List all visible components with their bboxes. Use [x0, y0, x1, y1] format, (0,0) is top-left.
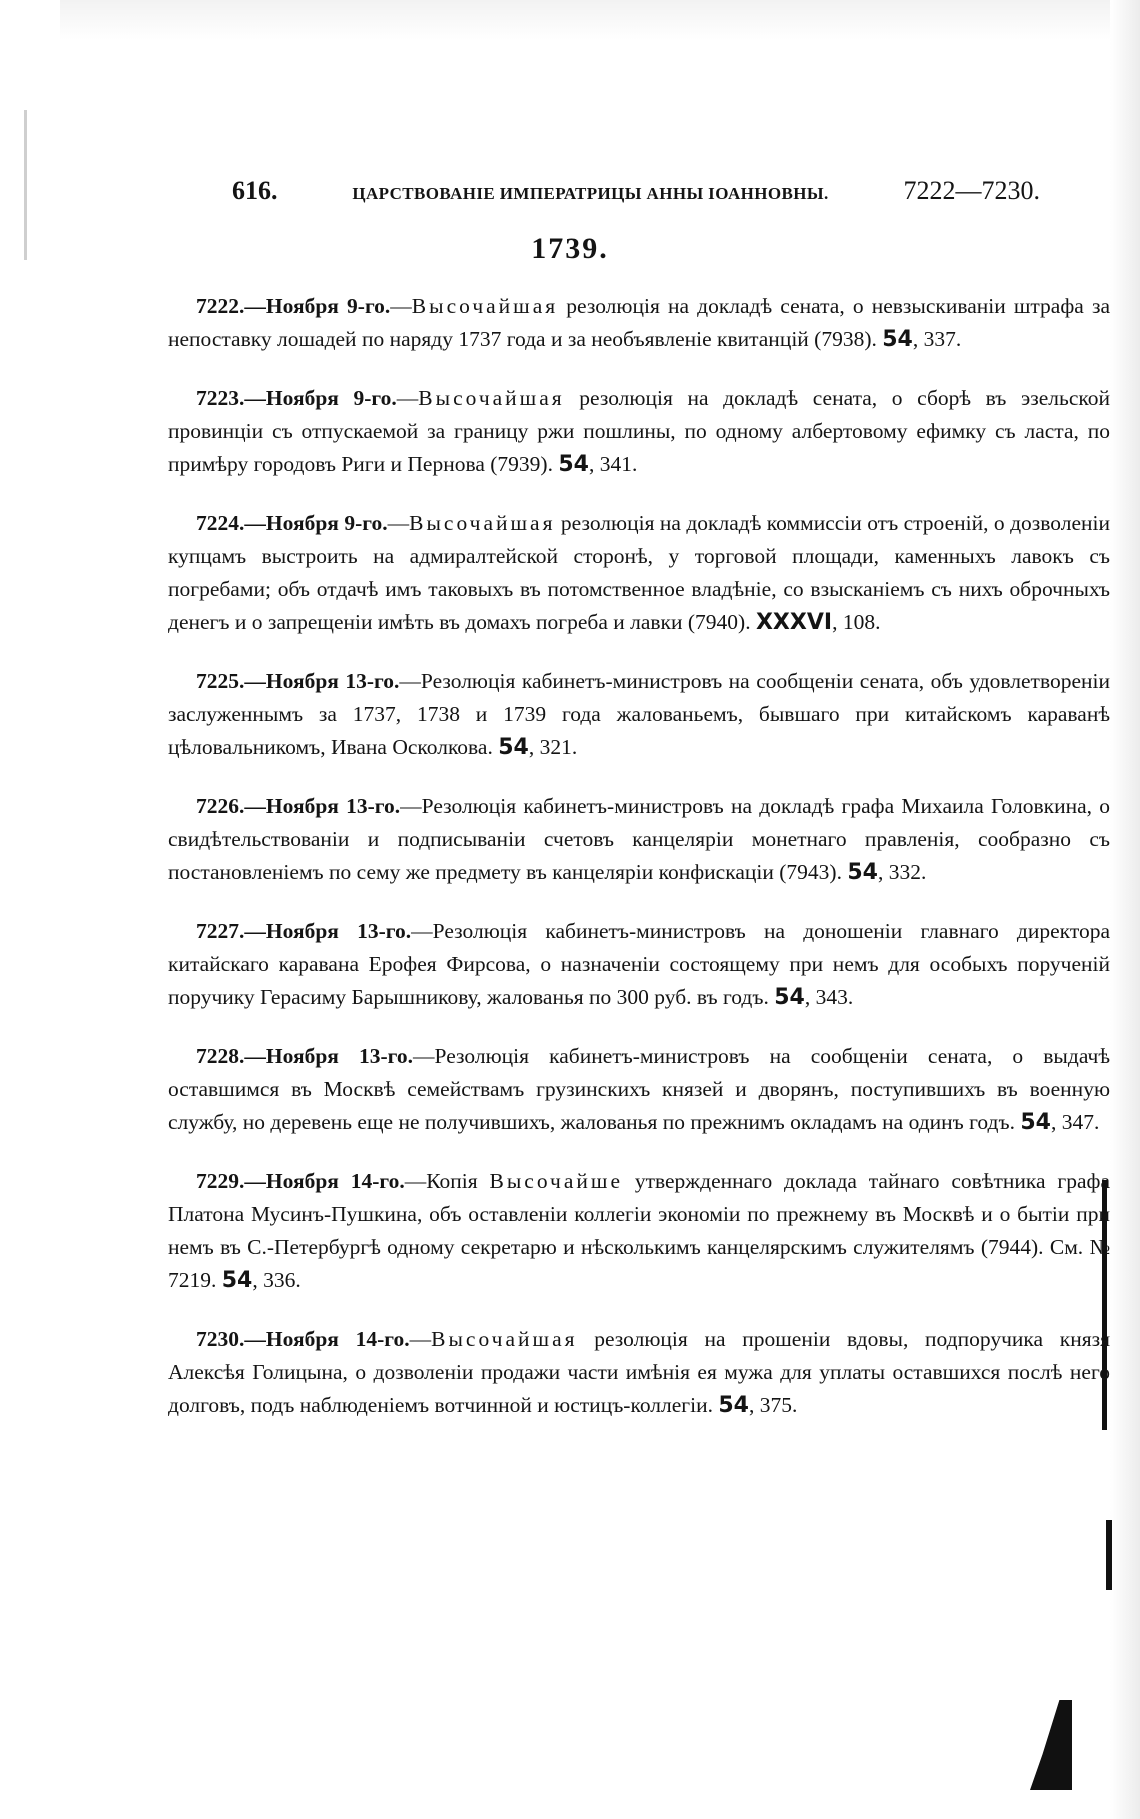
entries-list	[168, 290, 1110, 1448]
entry-text: утвержденнаго доклада тайнаго совѣтника графа Платона Мусинъ-Пушкина, объ оставленіи коллегіи экономіи по прежнему въ Москвѣ и о бытіи при немъ въ С.-Петербургѣ одному секретарю и нѣсколькимъ канцелярскимъ служителямъ (7944). См. № 7219.	[168, 1169, 1110, 1292]
scan-mark-right-lower	[1106, 1520, 1112, 1590]
entry-volume: 54	[718, 1393, 749, 1418]
entry-page: , 341.	[588, 452, 638, 476]
entry-date: —Ноября 14-го.	[244, 1327, 410, 1351]
entry-text: резолюція на докладѣ сената, о невзыскиваніи штрафа за непоставку лошадей по наряду 1737 года и за необъявленіе квитанцій (7938).	[168, 294, 1110, 351]
entry-date: —Ноября 9-го.	[244, 386, 397, 410]
entry-text: —Резолюція кабинетъ-министровъ на докладѣ графа Михаила Головкина, о свидѣтельствованіи и подписываніи счетовъ канцеляріи монетнаго правленія, сообразно съ постановленіемъ по сему же предмету въ канцеляріи конфискаціи (7943).	[168, 794, 1110, 884]
document-range: 7222—7230.	[903, 176, 1040, 205]
entry	[168, 1040, 1110, 1139]
entry-number: 7225.	[196, 669, 245, 693]
entry-number: 7223.	[196, 386, 245, 410]
entry-volume: 54	[774, 985, 805, 1010]
entry-number: 7228.	[196, 1044, 245, 1068]
entry-date: —Ноября 14-го.	[244, 1169, 405, 1193]
scan-shadow-top	[60, 0, 1140, 40]
entry	[168, 382, 1110, 481]
entry-date: —Ноября 13-го.	[244, 794, 401, 818]
entry-volume: 54	[221, 1268, 253, 1293]
page-header	[232, 176, 1040, 212]
entry-number: 7226.	[196, 794, 245, 818]
entry	[168, 507, 1110, 639]
entry-volume: 54	[1020, 1110, 1051, 1135]
entry-page: , 343.	[804, 985, 854, 1009]
entry-prefix: —	[396, 386, 419, 410]
entry-page: , 347.	[1051, 1110, 1100, 1134]
entry-volume: XXXVI	[755, 610, 833, 635]
entry-text: —Резолюція кабинетъ-министровъ на сообщеніи сената, о выдачѣ оставшимся въ Москвѣ семействамъ грузинскихъ князей и дворянъ, поступившихъ въ военную службу, но деревень еще не получившихъ, жалованья по прежнимъ окладамъ на одинъ годъ.	[168, 1044, 1110, 1134]
entry-number: 7229.	[196, 1169, 245, 1193]
entry-prefix: —	[409, 1327, 432, 1351]
entry-spaced-word: Высочайшая	[411, 294, 559, 318]
entry-volume: 54	[847, 860, 878, 885]
entry-page: , 332.	[877, 860, 927, 884]
entry-text: —Резолюція кабинетъ-министровъ на доношеніи главнаго директора китайскаго каравана Ерофея Фирсова, о назначеніи состоящему при немъ для особыхъ порученій поручику Герасиму Барышникову, жалованья по 300 руб. въ годъ.	[168, 919, 1110, 1009]
entry	[168, 290, 1110, 356]
entry-prefix: —Копія	[404, 1169, 490, 1193]
entry-number: 7222.	[196, 294, 245, 318]
entry-spaced-word: Высочайшая	[418, 386, 565, 410]
entry-page: , 108.	[832, 610, 881, 634]
entry-date: —Ноября 13-го.	[244, 919, 412, 943]
entry-date: —Ноября 9-го.	[244, 511, 388, 535]
entry-prefix: —	[390, 294, 412, 318]
scan-shadow-right	[1110, 0, 1140, 1819]
entry-prefix: —	[387, 511, 410, 535]
entry	[168, 790, 1110, 889]
entry-spaced-word: Высочайшая	[409, 511, 556, 535]
entry-volume: 54	[498, 735, 529, 760]
entry-page: , 321.	[528, 735, 578, 759]
scan-mark-corner	[1030, 1700, 1072, 1790]
entry-number: 7230.	[196, 1327, 245, 1351]
entry	[168, 915, 1110, 1014]
entry-spaced-word: Высочайшая	[431, 1327, 578, 1351]
entry-page: , 375.	[748, 1393, 798, 1417]
entry-text: резолюція на прошеніи вдовы, подпоручика князя Алексѣя Голицына, о дозволеніи продажи части имѣнія ея мужа для уплаты оставшихся послѣ него долговъ, подъ наблюденіемъ вотчинной и юстицъ-коллегіи.	[168, 1327, 1110, 1417]
entry-text: резолюція на докладѣ сената, о сборѣ въ эзельской провинціи съ отпускаемой за границу ржи пошлины, по одному албертовому ефимку съ ласта, по примѣру городовъ Риги и Пернова (7939).	[168, 386, 1110, 476]
entry-spaced-word: Высочайше	[489, 1169, 623, 1193]
entry-number: 7227.	[196, 919, 245, 943]
entry-text: резолюція на докладѣ коммиссіи отъ строеній, о дозволеніи купцамъ выстроить на адмиралтейской сторонѣ, у торговой площади, каменныхъ лавокъ съ погребами; объ отдачѣ имъ таковыхъ въ потомственное владѣніе, со взысканіемъ съ нихъ оброчныхъ денегъ и о запрещеніи имѣть въ домахъ погреба и лавки (7940).	[168, 511, 1110, 634]
running-title: ЦАРСТВОВАНІЕ ИМПЕРАТРИЦЫ АННЫ ІОАННОВНЫ.	[352, 184, 829, 203]
entry-date: —Ноября 13-го.	[244, 1044, 414, 1068]
entry-page: , 337.	[912, 327, 962, 351]
entry-number: 7224.	[196, 511, 245, 535]
entry-date: —Ноября 13-го.	[244, 669, 400, 693]
page-number: 616.	[232, 176, 278, 205]
entry-date: —Ноября 9-го.	[244, 294, 391, 318]
year-heading: 1739.	[531, 232, 609, 265]
entry	[168, 665, 1110, 764]
entry	[168, 1323, 1110, 1422]
entry-volume: 54	[558, 452, 589, 477]
entry-page: , 336.	[252, 1268, 301, 1292]
entry-text: —Резолюція кабинетъ-министровъ на сообщеніи сената, объ удовлетвореніи заслуженнымъ за 1737, 1738 и 1739 года жалованьемъ, бывшаго при китайскомъ караванѣ цѣловальникомъ, Ивана Осколкова.	[168, 669, 1110, 759]
entry	[168, 1165, 1110, 1297]
entry-volume: 54	[882, 327, 913, 352]
